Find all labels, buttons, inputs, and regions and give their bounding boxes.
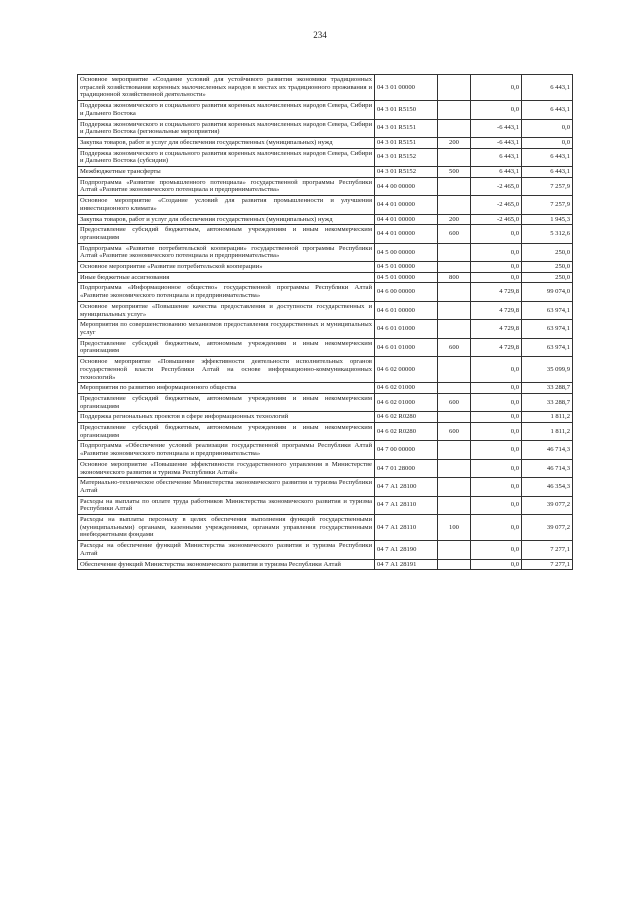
- row-total-amount-cell: 6 443,1: [522, 101, 573, 119]
- row-change-amount-cell: -2 465,0: [471, 196, 522, 214]
- row-code-cell: 04 6 02 00000: [375, 357, 438, 383]
- row-name-cell: Межбюджетные трансферты: [78, 167, 375, 178]
- table-row: [78, 137, 573, 148]
- row-expense-type-cell: [438, 459, 471, 477]
- row-code-cell: 04 4 01 00000: [375, 214, 438, 225]
- row-code-cell: 04 7 А1 28110: [375, 515, 438, 541]
- table-row: [78, 167, 573, 178]
- row-total-amount-cell: 39 077,2: [522, 496, 573, 514]
- row-expense-type-cell: [438, 243, 471, 261]
- row-code-cell: 04 5 01 00000: [375, 262, 438, 273]
- row-code-cell: 04 3 01 R5150: [375, 101, 438, 119]
- row-name-cell: Мероприятия по совершенствованию механизмов предоставления государственных и муниципальных услуг: [78, 320, 375, 338]
- table-row: [78, 423, 573, 441]
- row-change-amount-cell: 4 729,8: [471, 301, 522, 319]
- row-expense-type-cell: [438, 412, 471, 423]
- row-name-cell: Основное мероприятие «Развитие потребительской кооперации»: [78, 262, 375, 273]
- row-code-cell: 04 7 А1 28110: [375, 496, 438, 514]
- row-expense-type-cell: 500: [438, 167, 471, 178]
- table-row: [78, 338, 573, 356]
- row-change-amount-cell: 0,0: [471, 383, 522, 394]
- row-expense-type-cell: [438, 301, 471, 319]
- table-row: [78, 119, 573, 137]
- row-expense-type-cell: [438, 559, 471, 570]
- table-row: [78, 75, 573, 101]
- row-name-cell: Расходы на выплаты по оплате труда работников Министерства экономического развития и туризма Республики Алтай: [78, 496, 375, 514]
- row-total-amount-cell: 46 714,3: [522, 459, 573, 477]
- row-code-cell: 04 6 02 R0280: [375, 412, 438, 423]
- row-name-cell: Расходы на обеспечение функций Министерства экономического развития и туризма Республики Алтай: [78, 541, 375, 559]
- row-total-amount-cell: 33 288,7: [522, 393, 573, 411]
- row-expense-type-cell: [438, 320, 471, 338]
- row-expense-type-cell: [438, 496, 471, 514]
- table-row: [78, 541, 573, 559]
- row-change-amount-cell: -2 465,0: [471, 177, 522, 195]
- row-code-cell: 04 3 01 R5152: [375, 167, 438, 178]
- table-row: [78, 496, 573, 514]
- row-change-amount-cell: 4 729,8: [471, 320, 522, 338]
- row-change-amount-cell: 0,0: [471, 225, 522, 243]
- row-code-cell: 04 4 01 00000: [375, 196, 438, 214]
- row-code-cell: 04 6 00 00000: [375, 283, 438, 301]
- table-row: [78, 214, 573, 225]
- row-expense-type-cell: [438, 478, 471, 496]
- row-change-amount-cell: -2 465,0: [471, 214, 522, 225]
- table-row: [78, 459, 573, 477]
- row-code-cell: 04 3 01 R5151: [375, 137, 438, 148]
- table-row: [78, 515, 573, 541]
- row-change-amount-cell: 0,0: [471, 357, 522, 383]
- row-name-cell: Поддержка экономического и социального развития коренных малочисленных народов Севера, Сибири и Дальнего Востока (региональные мероприятия): [78, 119, 375, 137]
- row-code-cell: 04 6 01 01000: [375, 320, 438, 338]
- row-total-amount-cell: 250,0: [522, 243, 573, 261]
- row-total-amount-cell: 46 714,3: [522, 441, 573, 459]
- row-expense-type-cell: 200: [438, 214, 471, 225]
- row-total-amount-cell: 46 354,3: [522, 478, 573, 496]
- table-row: [78, 148, 573, 166]
- row-total-amount-cell: 7 257,9: [522, 196, 573, 214]
- row-change-amount-cell: -6 443,1: [471, 119, 522, 137]
- row-total-amount-cell: 6 443,1: [522, 75, 573, 101]
- table-row: [78, 393, 573, 411]
- row-name-cell: Поддержка региональных проектов в сфере информационных технологий: [78, 412, 375, 423]
- row-expense-type-cell: [438, 262, 471, 273]
- row-expense-type-cell: 600: [438, 338, 471, 356]
- row-change-amount-cell: 0,0: [471, 541, 522, 559]
- row-name-cell: Мероприятия по развитию информационного общества: [78, 383, 375, 394]
- row-total-amount-cell: 63 974,1: [522, 301, 573, 319]
- row-change-amount-cell: 0,0: [471, 75, 522, 101]
- row-code-cell: 04 3 01 R5151: [375, 119, 438, 137]
- row-code-cell: 04 3 01 R5152: [375, 148, 438, 166]
- row-code-cell: 04 6 01 01000: [375, 338, 438, 356]
- table-row: [78, 357, 573, 383]
- table-row: [78, 196, 573, 214]
- row-name-cell: Подпрограмма «Обеспечение условий реализации государственной программы Республики Алтай «Развитие экономического потенциала и предпринимательства»: [78, 441, 375, 459]
- row-name-cell: Материально-техническое обеспечение Министерства экономического развития и туризма Республики Алтай: [78, 478, 375, 496]
- row-code-cell: 04 6 01 00000: [375, 301, 438, 319]
- row-expense-type-cell: [438, 357, 471, 383]
- table-row: [78, 441, 573, 459]
- table-row: [78, 412, 573, 423]
- row-total-amount-cell: 6 443,1: [522, 148, 573, 166]
- row-total-amount-cell: 99 074,0: [522, 283, 573, 301]
- row-expense-type-cell: 600: [438, 225, 471, 243]
- row-change-amount-cell: 6 443,1: [471, 167, 522, 178]
- row-total-amount-cell: 1 811,2: [522, 412, 573, 423]
- row-expense-type-cell: 600: [438, 423, 471, 441]
- row-code-cell: 04 4 00 00000: [375, 177, 438, 195]
- row-total-amount-cell: 6 443,1: [522, 167, 573, 178]
- row-total-amount-cell: 0,0: [522, 137, 573, 148]
- row-change-amount-cell: 0,0: [471, 559, 522, 570]
- row-name-cell: Основное мероприятие «Повышение качества предоставления и доступности государственных и муниципальных услуг»: [78, 301, 375, 319]
- row-name-cell: Основное мероприятие «Создание условий для развития промышленности и улучшения инвестиционного климата»: [78, 196, 375, 214]
- row-expense-type-cell: [438, 75, 471, 101]
- table-row: [78, 478, 573, 496]
- row-name-cell: Подпрограмма «Развитие промышленного потенциала» государственной программы Республики Алтай «Развитие экономического потенциала и предпринимательства»: [78, 177, 375, 195]
- row-name-cell: Иные бюджетные ассигнования: [78, 272, 375, 283]
- row-expense-type-cell: 200: [438, 137, 471, 148]
- row-code-cell: 04 7 А1 28190: [375, 541, 438, 559]
- row-total-amount-cell: 63 974,1: [522, 320, 573, 338]
- row-expense-type-cell: [438, 441, 471, 459]
- table-row: [78, 101, 573, 119]
- row-change-amount-cell: 0,0: [471, 262, 522, 273]
- row-code-cell: 04 7 А1 28191: [375, 559, 438, 570]
- row-change-amount-cell: 0,0: [471, 496, 522, 514]
- row-total-amount-cell: 7 257,9: [522, 177, 573, 195]
- row-code-cell: 04 5 01 00000: [375, 272, 438, 283]
- row-total-amount-cell: 33 288,7: [522, 383, 573, 394]
- table-row: [78, 177, 573, 195]
- row-code-cell: 04 6 02 R0280: [375, 423, 438, 441]
- row-name-cell: Основное мероприятие «Повышение эффективности государственного управления в Министерстве экономического развития и туризма Республики Алтай»: [78, 459, 375, 477]
- table-row: [78, 283, 573, 301]
- row-total-amount-cell: 7 277,1: [522, 559, 573, 570]
- row-name-cell: Подпрограмма «Развитие потребительской кооперации» государственной программы Республики Алтай «Развитие экономического потенциала и предпринимательства»: [78, 243, 375, 261]
- row-name-cell: Предоставление субсидий бюджетным, автономным учреждениям и иным некоммерческим организациям: [78, 393, 375, 411]
- row-name-cell: Закупка товаров, работ и услуг для обеспечения государственных (муниципальных) нужд: [78, 214, 375, 225]
- row-change-amount-cell: 0,0: [471, 441, 522, 459]
- row-expense-type-cell: [438, 383, 471, 394]
- row-total-amount-cell: 250,0: [522, 272, 573, 283]
- row-name-cell: Предоставление субсидий бюджетным, автономным учреждениям и иным некоммерческим организациям: [78, 423, 375, 441]
- row-total-amount-cell: 1 811,2: [522, 423, 573, 441]
- row-total-amount-cell: 5 312,6: [522, 225, 573, 243]
- row-name-cell: Основное мероприятие «Повышение эффективности деятельности исполнительных органов государственной власти Республики Алтай на основе информационно-коммуникационных технологий»: [78, 357, 375, 383]
- row-name-cell: Основное мероприятие «Создание условий для устойчивого развития экономики традиционных отраслей хозяйствования коренных малочисленных народов в местах их традиционного проживания и традиционной хозяйственной деятельности»: [78, 75, 375, 101]
- row-change-amount-cell: 4 729,8: [471, 283, 522, 301]
- row-code-cell: 04 6 02 01000: [375, 393, 438, 411]
- row-name-cell: Предоставление субсидий бюджетным, автономным учреждениям и иным некоммерческим организациям: [78, 225, 375, 243]
- row-change-amount-cell: 0,0: [471, 272, 522, 283]
- row-expense-type-cell: 100: [438, 515, 471, 541]
- row-change-amount-cell: 6 443,1: [471, 148, 522, 166]
- row-name-cell: Закупка товаров, работ и услуг для обеспечения государственных (муниципальных) нужд: [78, 137, 375, 148]
- row-expense-type-cell: [438, 148, 471, 166]
- row-change-amount-cell: 0,0: [471, 243, 522, 261]
- row-total-amount-cell: 39 077,2: [522, 515, 573, 541]
- row-change-amount-cell: 0,0: [471, 393, 522, 411]
- row-change-amount-cell: 4 729,8: [471, 338, 522, 356]
- row-change-amount-cell: 0,0: [471, 412, 522, 423]
- row-code-cell: 04 5 00 00000: [375, 243, 438, 261]
- row-name-cell: Поддержка экономического и социального развития коренных малочисленных народов Севера, Сибири и Дальнего Востока (субсидии): [78, 148, 375, 166]
- budget-table: [77, 74, 573, 570]
- row-total-amount-cell: 7 277,1: [522, 541, 573, 559]
- row-change-amount-cell: 0,0: [471, 423, 522, 441]
- row-expense-type-cell: [438, 177, 471, 195]
- row-name-cell: Обеспечение функций Министерства экономического развития и туризма Республики Алтай: [78, 559, 375, 570]
- row-name-cell: Подпрограмма «Информационное общество» государственной программы Республики Алтай «Развитие экономического потенциала и предпринимательства»: [78, 283, 375, 301]
- row-expense-type-cell: 800: [438, 272, 471, 283]
- budget-table-body: [78, 75, 573, 570]
- row-name-cell: Расходы на выплаты персоналу в целях обеспечения выполнения функций государственными (муниципальными) органами, казенными учреждениями, органами управления государственными внебюджетными фондами: [78, 515, 375, 541]
- row-change-amount-cell: 0,0: [471, 478, 522, 496]
- row-code-cell: 04 6 02 01000: [375, 383, 438, 394]
- row-total-amount-cell: 0,0: [522, 119, 573, 137]
- row-change-amount-cell: 0,0: [471, 515, 522, 541]
- table-row: [78, 243, 573, 261]
- row-code-cell: 04 7 00 00000: [375, 441, 438, 459]
- row-code-cell: 04 3 01 00000: [375, 75, 438, 101]
- table-row: [78, 320, 573, 338]
- row-expense-type-cell: [438, 101, 471, 119]
- row-code-cell: 04 7 01 28000: [375, 459, 438, 477]
- table-row: [78, 262, 573, 273]
- row-code-cell: 04 7 А1 28100: [375, 478, 438, 496]
- row-name-cell: Предоставление субсидий бюджетным, автономным учреждениям и иным некоммерческим организациям: [78, 338, 375, 356]
- row-total-amount-cell: 1 945,3: [522, 214, 573, 225]
- row-change-amount-cell: 0,0: [471, 101, 522, 119]
- row-total-amount-cell: 250,0: [522, 262, 573, 273]
- row-change-amount-cell: 0,0: [471, 459, 522, 477]
- row-change-amount-cell: -6 443,1: [471, 137, 522, 148]
- row-expense-type-cell: [438, 196, 471, 214]
- table-row: [78, 383, 573, 394]
- row-name-cell: Поддержка экономического и социального развития коренных малочисленных народов Севера, Сибири и Дальнего Востока: [78, 101, 375, 119]
- row-code-cell: 04 4 01 00000: [375, 225, 438, 243]
- row-expense-type-cell: [438, 541, 471, 559]
- page-number: 234: [313, 30, 327, 40]
- row-expense-type-cell: 600: [438, 393, 471, 411]
- table-row: [78, 301, 573, 319]
- table-row: [78, 272, 573, 283]
- table-row: [78, 559, 573, 570]
- table-row: [78, 225, 573, 243]
- row-total-amount-cell: 35 099,9: [522, 357, 573, 383]
- row-expense-type-cell: [438, 119, 471, 137]
- row-expense-type-cell: [438, 283, 471, 301]
- row-total-amount-cell: 63 974,1: [522, 338, 573, 356]
